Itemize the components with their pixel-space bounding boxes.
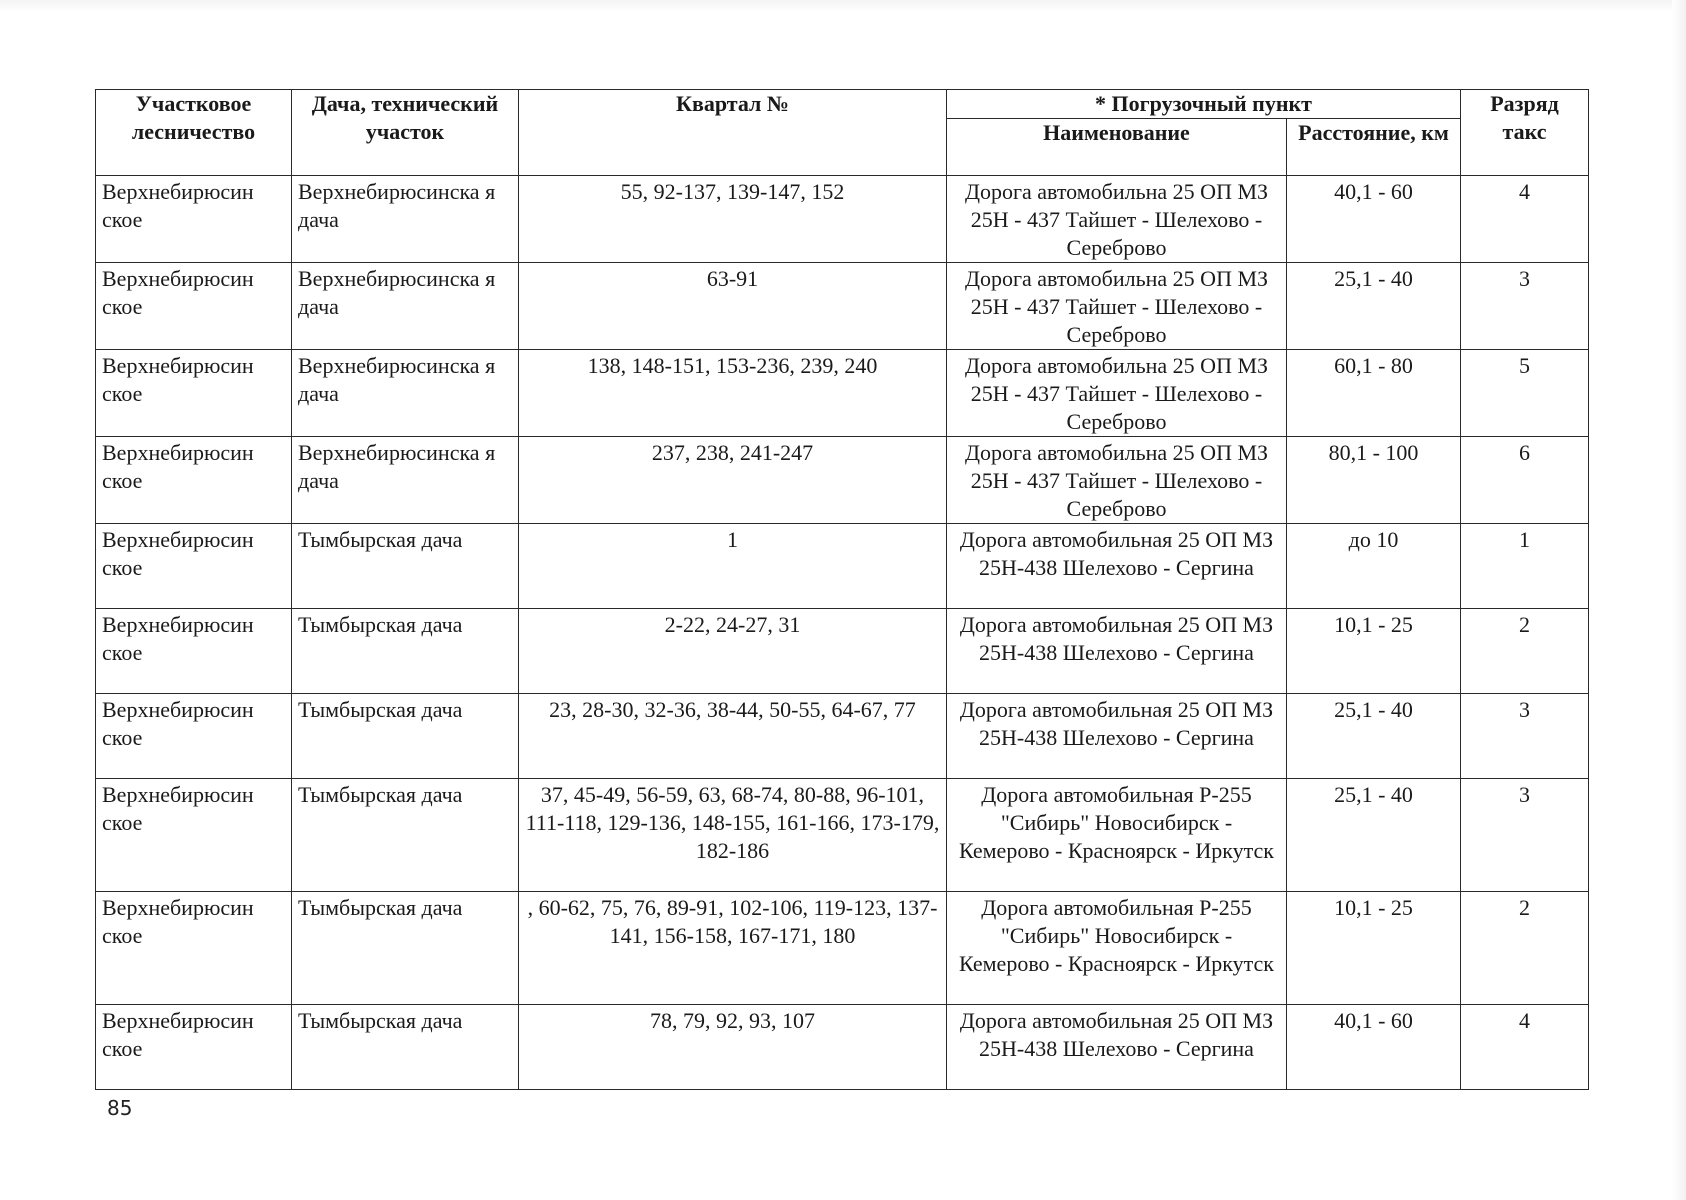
header-distance: Расстояние, км bbox=[1287, 119, 1461, 176]
cell-distance: 60,1 - 80 bbox=[1287, 350, 1461, 437]
cell-forestry: Верхнебирюсин ское bbox=[96, 609, 292, 694]
cell-kvartal: 138, 148-151, 153-236, 239, 240 bbox=[519, 350, 947, 437]
cell-forestry: Верхнебирюсин ское bbox=[96, 176, 292, 263]
header-forestry: Участковое лесничество bbox=[96, 90, 292, 176]
cell-dacha: Верхнебирюсинска я дача bbox=[292, 263, 519, 350]
cell-forestry: Верхнебирюсин ское bbox=[96, 892, 292, 1005]
cell-rank: 2 bbox=[1461, 609, 1589, 694]
cell-forestry: Верхнебирюсин ское bbox=[96, 779, 292, 892]
table-row bbox=[96, 176, 1589, 263]
cell-dacha: Тымбырская дача bbox=[292, 892, 519, 1005]
cell-distance: 25,1 - 40 bbox=[1287, 694, 1461, 779]
cell-kvartal: 23, 28-30, 32-36, 38-44, 50-55, 64-67, 77 bbox=[519, 694, 947, 779]
cell-name: Дорога автомобильна 25 ОП МЗ 25Н - 437 Тайшет - Шелехово - Сереброво bbox=[947, 263, 1287, 350]
cell-dacha: Тымбырская дача bbox=[292, 694, 519, 779]
header-row bbox=[96, 90, 1589, 119]
cell-distance: 80,1 - 100 bbox=[1287, 437, 1461, 524]
cell-name: Дорога автомобильная 25 ОП МЗ 25Н-438 Шелехово - Сергина bbox=[947, 694, 1287, 779]
page-number: 85 bbox=[107, 1096, 133, 1120]
cell-name: Дорога автомобильная Р-255 "Сибирь" Новосибирск - Кемерово - Красноярск - Иркутск bbox=[947, 779, 1287, 892]
table-row bbox=[96, 892, 1589, 1005]
cell-distance: 40,1 - 60 bbox=[1287, 176, 1461, 263]
cell-rank: 6 bbox=[1461, 437, 1589, 524]
cell-rank: 2 bbox=[1461, 892, 1589, 1005]
cell-rank: 3 bbox=[1461, 779, 1589, 892]
cell-distance: 10,1 - 25 bbox=[1287, 609, 1461, 694]
table-row bbox=[96, 350, 1589, 437]
cell-dacha: Верхнебирюсинска я дача bbox=[292, 350, 519, 437]
cell-rank: 5 bbox=[1461, 350, 1589, 437]
cell-dacha: Верхнебирюсинска я дача bbox=[292, 176, 519, 263]
table-row bbox=[96, 524, 1589, 609]
cell-name: Дорога автомобильна 25 ОП МЗ 25Н - 437 Тайшет - Шелехово - Сереброво bbox=[947, 350, 1287, 437]
table-header bbox=[96, 90, 1589, 176]
cell-distance: 10,1 - 25 bbox=[1287, 892, 1461, 1005]
cell-dacha: Тымбырская дача bbox=[292, 524, 519, 609]
cell-forestry: Верхнебирюсин ское bbox=[96, 437, 292, 524]
cell-rank: 1 bbox=[1461, 524, 1589, 609]
cell-name: Дорога автомобильная 25 ОП МЗ 25Н-438 Шелехово - Сергина bbox=[947, 1005, 1287, 1090]
cell-kvartal: 55, 92-137, 139-147, 152 bbox=[519, 176, 947, 263]
header-kvartal: Квартал № bbox=[519, 90, 947, 176]
cell-kvartal: 237, 238, 241-247 bbox=[519, 437, 947, 524]
header-rank: Разряд такс bbox=[1461, 90, 1589, 176]
cell-distance: 25,1 - 40 bbox=[1287, 263, 1461, 350]
scan-top-edge bbox=[0, 0, 1686, 12]
cell-kvartal: 37, 45-49, 56-59, 63, 68-74, 80-88, 96-101, 111-118, 129-136, 148-155, 161-166, 173-179, 182-186 bbox=[519, 779, 947, 892]
cell-name: Дорога автомобильная 25 ОП МЗ 25Н-438 Шелехово - Сергина bbox=[947, 524, 1287, 609]
cell-name: Дорога автомобильна 25 ОП МЗ 25Н - 437 Тайшет - Шелехово - Сереброво bbox=[947, 176, 1287, 263]
table-row bbox=[96, 694, 1589, 779]
table-row bbox=[96, 609, 1589, 694]
cell-name: Дорога автомобильна 25 ОП МЗ 25Н - 437 Тайшет - Шелехово - Сереброво bbox=[947, 437, 1287, 524]
table-row bbox=[96, 437, 1589, 524]
cell-forestry: Верхнебирюсин ское bbox=[96, 1005, 292, 1090]
table-row bbox=[96, 263, 1589, 350]
cell-dacha: Тымбырская дача bbox=[292, 609, 519, 694]
cell-distance: 40,1 - 60 bbox=[1287, 1005, 1461, 1090]
cell-kvartal: 1 bbox=[519, 524, 947, 609]
cell-kvartal: 2-22, 24-27, 31 bbox=[519, 609, 947, 694]
cell-forestry: Верхнебирюсин ское bbox=[96, 350, 292, 437]
cell-rank: 3 bbox=[1461, 263, 1589, 350]
table-body bbox=[96, 176, 1589, 1090]
cell-kvartal: 63-91 bbox=[519, 263, 947, 350]
table-row bbox=[96, 1005, 1589, 1090]
cell-distance: до 10 bbox=[1287, 524, 1461, 609]
cell-dacha: Тымбырская дача bbox=[292, 1005, 519, 1090]
cell-kvartal: 78, 79, 92, 93, 107 bbox=[519, 1005, 947, 1090]
cell-rank: 4 bbox=[1461, 1005, 1589, 1090]
cell-dacha: Верхнебирюсинска я дача bbox=[292, 437, 519, 524]
cell-forestry: Верхнебирюсин ское bbox=[96, 524, 292, 609]
cell-kvartal: , 60-62, 75, 76, 89-91, 102-106, 119-123, 137-141, 156-158, 167-171, 180 bbox=[519, 892, 947, 1005]
header-dacha: Дача, технический участок bbox=[292, 90, 519, 176]
cell-forestry: Верхнебирюсин ское bbox=[96, 263, 292, 350]
cell-rank: 4 bbox=[1461, 176, 1589, 263]
cell-name: Дорога автомобильная 25 ОП МЗ 25Н-438 Шелехово - Сергина bbox=[947, 609, 1287, 694]
cell-name: Дорога автомобильная Р-255 "Сибирь" Новосибирск - Кемерово - Красноярск - Иркутск bbox=[947, 892, 1287, 1005]
table-row bbox=[96, 779, 1589, 892]
header-name: Наименование bbox=[947, 119, 1287, 176]
scan-right-edge bbox=[1672, 0, 1686, 1200]
cell-forestry: Верхнебирюсин ское bbox=[96, 694, 292, 779]
cell-rank: 3 bbox=[1461, 694, 1589, 779]
header-loading-point: * Погрузочный пункт bbox=[947, 90, 1461, 119]
cell-distance: 25,1 - 40 bbox=[1287, 779, 1461, 892]
loading-points-table bbox=[95, 89, 1589, 1090]
cell-dacha: Тымбырская дача bbox=[292, 779, 519, 892]
